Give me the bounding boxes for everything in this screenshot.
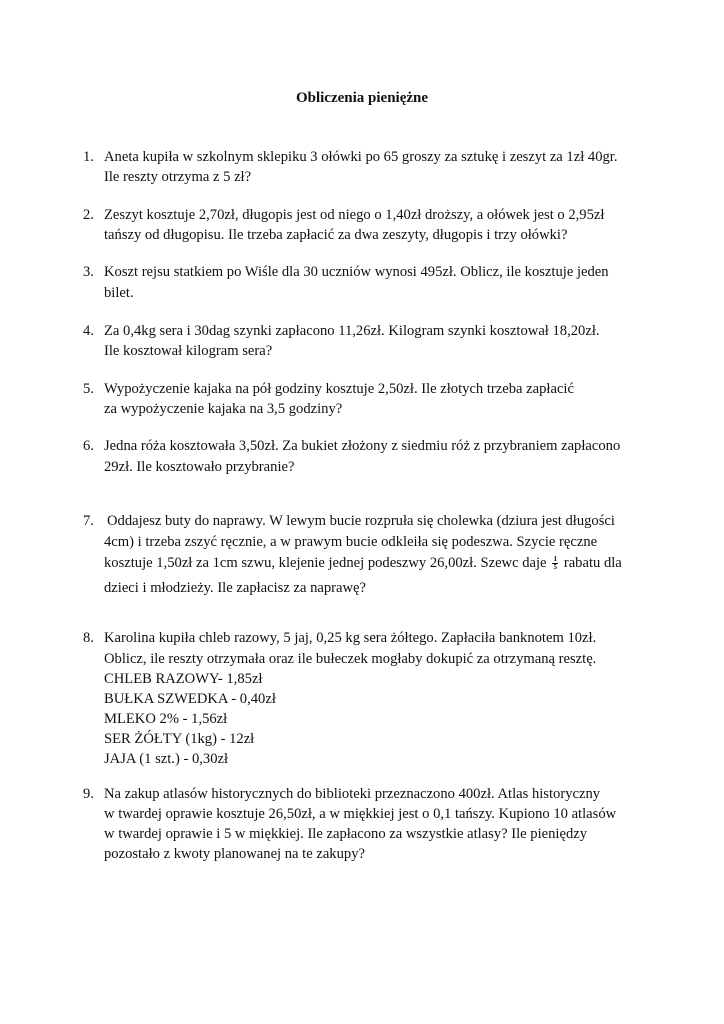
price-list-item: JAJA (1 szt.) - 0,30zł (104, 751, 229, 767)
problem-text-line: tańszy od długopisu. Ile trzeba zapłacić za dwa zeszyty, długopis i trzy ołówki? (104, 227, 568, 243)
problem-text-line: pozostało z kwoty planowanej na te zakupy? (104, 846, 365, 862)
page-title: Obliczenia pieniężne (295, 90, 429, 106)
problem-number: 6. (83, 438, 94, 454)
problem-number: 1. (83, 149, 94, 165)
problem-text-line: bilet. (104, 285, 134, 301)
problem-text-line: w twardej oprawie i 5 w miękkiej. Ile zapłacono za wszystkie atlasy? Ile pieniędzy (104, 826, 588, 842)
problem-number: 8. (83, 630, 94, 646)
problem-number: 2. (83, 207, 94, 223)
problem-number: 7. (83, 513, 94, 529)
problem-text-line: 29zł. Ile kosztowało przybranie? (104, 459, 295, 475)
problem-text-line: dzieci i młodzieży. Ile zapłacisz za naprawę? (104, 580, 366, 596)
problem-text-line: Ile kosztował kilogram sera? (104, 343, 273, 359)
problem-text-line: 4cm) i trzeba zszyć ręcznie, a w prawym bucie odkleiła się podeszwa. Szycie ręczne (104, 534, 598, 550)
price-list-item: SER ŻÓŁTY (1kg) - 12zł (104, 731, 255, 747)
fraction-numerator: 1 (553, 555, 557, 564)
problem-text-line: w twardej oprawie kosztuje 26,50zł, a w miękkiej jest o 0,1 tańszy. Kupiono 10 atlasów (104, 806, 617, 822)
problem-text-line: Oddajesz buty do naprawy. W lewym bucie rozpruła się cholewka (dziura jest długości (107, 513, 615, 529)
one-fifth-fraction (552, 556, 558, 571)
problem-text-line: Karolina kupiła chleb razowy, 5 jaj, 0,25 kg sera żółtego. Zapłaciła banknotem 10zł. (104, 630, 597, 646)
fraction-denominator: 5 (553, 563, 557, 572)
problem-text-line: za wypożyczenie kajaka na 3,5 godziny? (104, 401, 343, 417)
problem-text-line: Oblicz, ile reszty otrzymała oraz ile bułeczek mogłaby dokupić za otrzymaną resztę. (104, 651, 597, 667)
problem-text-line: Wypożyczenie kajaka na pół godziny kosztuje 2,50zł. Ile złotych trzeba zapłacić (104, 381, 574, 397)
problem-text-line: Ile reszty otrzyma z 5 zł? (104, 169, 252, 185)
price-list-item: BUŁKA SZWEDKA - 0,40zł (104, 691, 276, 707)
problem-text-line: Jedna róża kosztowała 3,50zł. Za bukiet złożony z siedmiu róż z przybraniem zapłacono (104, 438, 621, 454)
price-list-item: CHLEB RAZOWY- 1,85zł (104, 671, 263, 687)
problem-text-line: Za 0,4kg sera i 30dag szynki zapłacono 11,26zł. Kilogram szynki kosztował 18,20zł. (104, 323, 600, 339)
price-list-item: MLEKO 2% - 1,56zł (104, 711, 228, 727)
problem-number: 5. (83, 381, 94, 397)
problem-text-line: Na zakup atlasów historycznych do biblioteki przeznaczono 400zł. Atlas historyczny (104, 786, 601, 802)
fraction-line-after: rabatu dla (563, 555, 622, 571)
problem-text-line: Aneta kupiła w szkolnym sklepiku 3 ołówki po 65 groszy za sztukę i zeszyt za 1zł 40gr. (104, 149, 618, 165)
problem-text-line: Koszt rejsu statkiem po Wiśle dla 30 uczniów wynosi 495zł. Oblicz, ile kosztuje jeden (104, 264, 609, 280)
problem-number: 3. (83, 264, 94, 280)
problem-text-line-with-fraction (104, 555, 622, 572)
fraction-line-before: kosztuje 1,50zł za 1cm szwu, klejenie jednej podeszwy 26,00zł. Szewc daje (104, 555, 547, 571)
problem-number: 4. (83, 323, 94, 339)
problem-number: 9. (83, 786, 94, 802)
problem-text-line: Zeszyt kosztuje 2,70zł, długopis jest od niego o 1,40zł droższy, a ołówek jest o 2,95zł (104, 207, 605, 223)
